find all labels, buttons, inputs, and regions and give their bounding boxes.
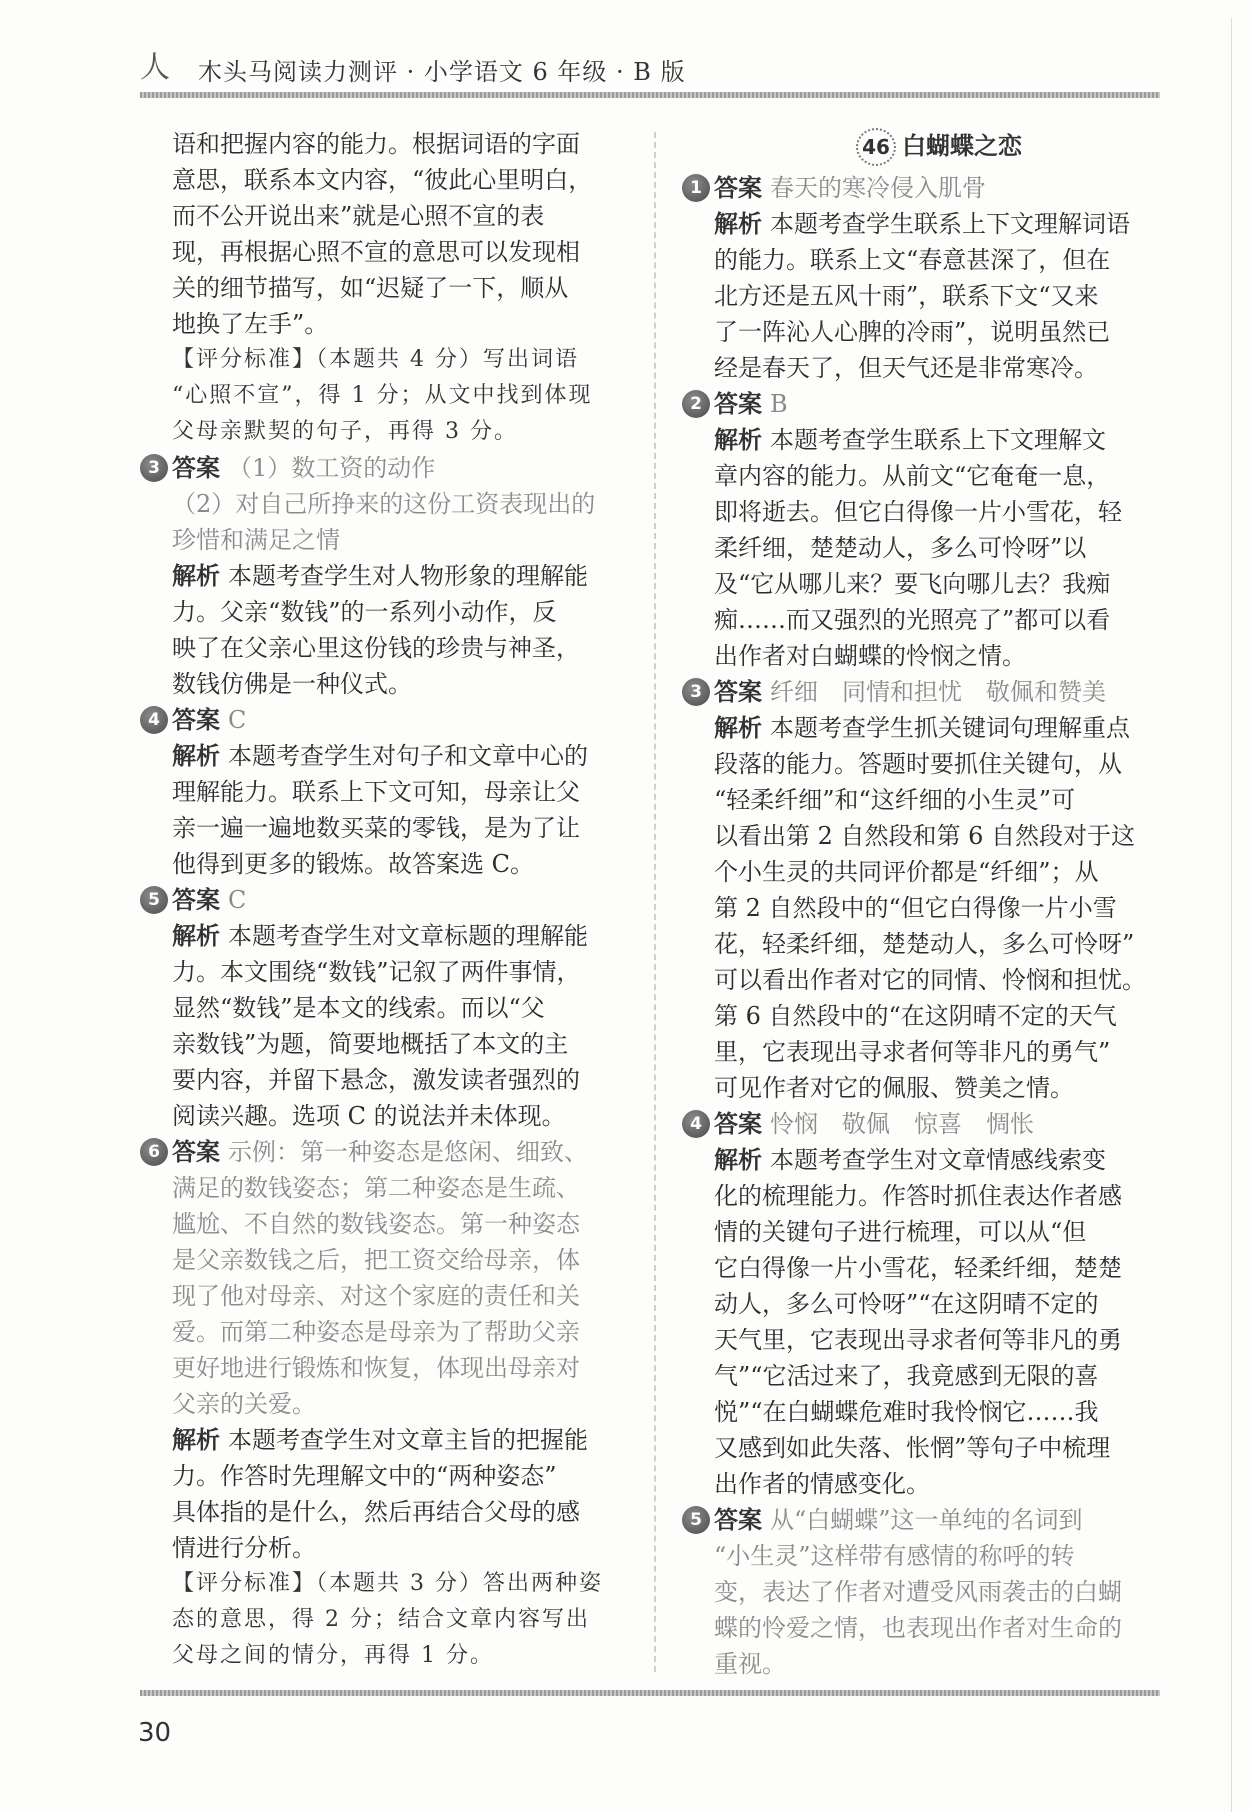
analysis-text: 痴……而又强烈的光照亮了”都可以看 xyxy=(714,606,1111,634)
article-title xyxy=(714,126,1164,170)
analysis-text: 本题考查学生对句子和文章中心的 xyxy=(228,742,588,770)
analysis-label: 解析 xyxy=(714,426,762,454)
answer-text: 变，表达了作者对遭受风雨袭击的白蝴 xyxy=(714,1578,1122,1606)
text-line: 地换了左手”。 xyxy=(172,310,329,338)
question-3 xyxy=(148,450,622,702)
analysis-text: 化的梳理能力。作答时抓住表达作者感 xyxy=(714,1182,1122,1210)
analysis-text: “轻柔纤细”和“这纤细的小生灵”可 xyxy=(714,786,1076,814)
text-line: 而不公开说出来”就是心照不宣的表 xyxy=(172,202,545,230)
text-line: 态的意思，得 2 分；结合文章内容写出 xyxy=(172,1607,590,1632)
analysis-text: 花，轻柔纤细，楚楚动人，多么可怜呀” xyxy=(714,930,1135,958)
analysis-text: 本题考查学生联系上下文理解文 xyxy=(770,426,1106,454)
text-line: 关的细节描写，如“迟疑了一下，顺从 xyxy=(172,274,569,302)
book-title: 木头马阅读力测评 · 小学语文 6 年级 · B 版 xyxy=(198,58,686,86)
question-5 xyxy=(148,882,622,1134)
question-number-badge: 3 xyxy=(682,678,710,706)
answer-text: 纤细 同情和担忧 敬佩和赞美 xyxy=(770,678,1106,706)
text-line: 【评分标准】（本题共 4 分）写出词语 xyxy=(172,347,579,372)
analysis-text: 及“它从哪儿来？要飞向哪儿去？我痴 xyxy=(714,570,1111,598)
answer-text: 怜悯 敬佩 惊喜 惆怅 xyxy=(770,1110,1034,1138)
scoring-standard xyxy=(172,1566,622,1674)
answer-label: 答案 xyxy=(714,678,762,706)
analysis-text: 它白得像一片小雪花，轻柔纤细，楚楚 xyxy=(714,1254,1122,1282)
question-3-right xyxy=(690,674,1164,1106)
article-number-badge: 46 xyxy=(856,128,896,166)
header-rule xyxy=(140,92,1160,98)
question-4-right xyxy=(690,1106,1164,1502)
question-number-badge: 1 xyxy=(682,174,710,202)
answer-label: 答案 xyxy=(714,1110,762,1138)
scoring-standard xyxy=(172,342,622,450)
answer-label: 答案 xyxy=(714,390,762,418)
analysis-text: 气”“它活过来了，我竟感到无限的喜 xyxy=(714,1362,1099,1390)
analysis-label: 解析 xyxy=(714,1146,762,1174)
question-number-badge: 5 xyxy=(140,886,168,914)
answer-label: 答案 xyxy=(172,706,220,734)
analysis-label: 解析 xyxy=(172,1426,220,1454)
answer-text: 是父亲数钱之后，把工资交给母亲，体 xyxy=(172,1246,580,1274)
question-number-badge: 5 xyxy=(682,1506,710,1534)
analysis-text: 了一阵沁人心脾的冷雨”，说明虽然已 xyxy=(714,318,1111,346)
analysis-text: 具体指的是什么，然后再结合父母的感 xyxy=(172,1498,580,1526)
answer-text: 满足的数钱姿态；第二种姿态是生疏、 xyxy=(172,1174,580,1202)
answer-label: 答案 xyxy=(172,886,220,914)
analysis-text: 第 2 自然段中的“但它白得像一片小雪 xyxy=(714,894,1117,922)
analysis-text: 的能力。联系上文“春意甚深了，但在 xyxy=(714,246,1111,274)
analysis-text: 力。父亲“数钱”的一系列小动作，反 xyxy=(172,598,557,626)
question-2 xyxy=(690,386,1164,674)
answer-text: “小生灵”这样带有感情的称呼的转 xyxy=(714,1542,1075,1570)
text-line: “心照不宣”，得 1 分；从文中找到体现 xyxy=(172,383,593,408)
analysis-text: 第 6 自然段中的“在这阴晴不定的天气 xyxy=(714,1002,1117,1030)
analysis-text: 阅读兴趣。选项 C 的说法并未体现。 xyxy=(172,1102,566,1130)
question-number-badge: 4 xyxy=(682,1110,710,1138)
publisher-logo-icon: 人 xyxy=(140,50,170,85)
analysis-text: 经是春天了，但天气还是非常寒冷。 xyxy=(714,354,1098,382)
answer-text: 从“白蝴蝶”这一单纯的名词到 xyxy=(770,1506,1083,1534)
analysis-text: 本题考查学生对文章情感线索变 xyxy=(770,1146,1106,1174)
answer-text: 父亲的关爱。 xyxy=(172,1390,316,1418)
question-5-right xyxy=(690,1502,1164,1682)
analysis-text: 他得到更多的锻炼。故答案选 C。 xyxy=(172,850,534,878)
analysis-text: 动人，多么可怜呀”“在这阴晴不定的 xyxy=(714,1290,1099,1318)
answer-text: 春天的寒冷侵入肌骨 xyxy=(770,174,986,202)
analysis-text: 情的关键句子进行梳理，可以从“但 xyxy=(714,1218,1087,1246)
question-number-badge: 4 xyxy=(140,706,168,734)
page-header xyxy=(140,42,1160,102)
page-number: 30 xyxy=(138,1718,172,1748)
analysis-text: 可见作者对它的佩服、赞美之情。 xyxy=(714,1074,1074,1102)
question-1 xyxy=(690,170,1164,386)
analysis-text: 力。本文围绕“数钱”记叙了两件事情， xyxy=(172,958,581,986)
answer-text: 爱。而第二种姿态是母亲为了帮助父亲 xyxy=(172,1318,580,1346)
question-number-badge: 2 xyxy=(682,390,710,418)
analysis-text: 出作者的情感变化。 xyxy=(714,1470,930,1498)
answer-text: 珍惜和满足之情 xyxy=(172,526,340,554)
analysis-text: 柔纤细，楚楚动人，多么可怜呀”以 xyxy=(714,534,1087,562)
analysis-text: 本题考查学生对人物形象的理解能 xyxy=(228,562,588,590)
analysis-text: 悦”“在白蝴蝶危难时我怜悯它……我 xyxy=(714,1398,1099,1426)
right-column xyxy=(690,126,1164,1682)
analysis-text: 本题考查学生抓关键词句理解重点 xyxy=(770,714,1130,742)
analysis-text: 天气里，它表现出寻求者何等非凡的勇 xyxy=(714,1326,1122,1354)
analysis-label: 解析 xyxy=(714,714,762,742)
analysis-label: 解析 xyxy=(172,562,220,590)
text-line: 语和把握内容的能力。根据词语的字面 xyxy=(172,130,580,158)
analysis-text: 要内容，并留下悬念，激发读者强烈的 xyxy=(172,1066,580,1094)
analysis-text: 映了在父亲心里这份钱的珍贵与神圣， xyxy=(172,634,580,662)
analysis-text: 情进行分析。 xyxy=(172,1534,316,1562)
text-line: 父母之间的情分，再得 1 分。 xyxy=(172,1643,494,1668)
answer-text: 蝶的怜爱之情，也表现出作者对生命的 xyxy=(714,1614,1122,1642)
answer-text: 现了他对母亲、对这个家庭的责任和关 xyxy=(172,1282,580,1310)
analysis-text: 力。作答时先理解文中的“两种姿态” xyxy=(172,1462,557,1490)
analysis-text: 段落的能力。答题时要抓住关键句，从 xyxy=(714,750,1122,778)
analysis-text: 亲数钱”为题，简要地概括了本文的主 xyxy=(172,1030,569,1058)
analysis-text: 章内容的能力。从前文“它奄奄一息， xyxy=(714,462,1111,490)
text-line: 现，再根据心照不宣的意思可以发现相 xyxy=(172,238,580,266)
analysis-text: 本题考查学生对文章主旨的把握能 xyxy=(228,1426,588,1454)
answer-label: 答案 xyxy=(172,454,220,482)
answer-text: 尴尬、不自然的数钱姿态。第一种姿态 xyxy=(172,1210,580,1238)
analysis-text: 以看出第 2 自然段和第 6 自然段对于这 xyxy=(714,822,1136,850)
column-divider xyxy=(654,132,656,1672)
text-line: 意思，联系本文内容，“彼此心里明白， xyxy=(172,166,593,194)
answer-text: （1）数工资的动作 xyxy=(228,454,436,482)
answer-text: 示例：第一种姿态是悠闲、细致、 xyxy=(228,1138,588,1166)
answer-text: 重视。 xyxy=(714,1650,786,1678)
analysis-text: 理解能力。联系上下文可知，母亲让父 xyxy=(172,778,580,806)
answer-label: 答案 xyxy=(172,1138,220,1166)
analysis-text: 即将逝去。但它白得像一片小雪花，轻 xyxy=(714,498,1122,526)
answer-text: （2）对自己所挣来的这份工资表现出的 xyxy=(172,490,596,518)
analysis-text: 北方还是五风十雨”，联系下文“又来 xyxy=(714,282,1099,310)
analysis-text: 本题考查学生对文章标题的理解能 xyxy=(228,922,588,950)
answer-text: C xyxy=(228,706,247,734)
analysis-text: 亲一遍一遍地数买菜的零钱，是为了让 xyxy=(172,814,580,842)
analysis-text: 显然“数钱”是本文的线索。而以“父 xyxy=(172,994,545,1022)
analysis-text: 出作者对白蝴蝶的怜悯之情。 xyxy=(714,642,1026,670)
answer-text: C xyxy=(228,886,247,914)
analysis-text: 可以看出作者对它的同情、怜悯和担忧。 xyxy=(714,966,1146,994)
answer-label: 答案 xyxy=(714,174,762,202)
analysis-text: 数钱仿佛是一种仪式。 xyxy=(172,670,412,698)
question-number-badge: 3 xyxy=(140,454,168,482)
footer-rule xyxy=(140,1690,1160,1696)
analysis-text: 个小生灵的共同评价都是“纤细”；从 xyxy=(714,858,1099,886)
text-line: 父母亲默契的句子，再得 3 分。 xyxy=(172,419,518,444)
question-number-badge: 6 xyxy=(140,1138,168,1166)
answer-text: B xyxy=(770,390,788,418)
question-6 xyxy=(148,1134,622,1674)
analysis-text: 里，它表现出寻求者何等非凡的勇气” xyxy=(714,1038,1111,1066)
analysis-text: 本题考查学生联系上下文理解词语 xyxy=(770,210,1130,238)
answer-text: 更好地进行锻炼和恢复，体现出母亲对 xyxy=(172,1354,580,1382)
analysis-text: 又感到如此失落、怅惘”等句子中梳理 xyxy=(714,1434,1111,1462)
analysis-label: 解析 xyxy=(172,922,220,950)
text-line: 【评分标准】（本题共 3 分）答出两种姿 xyxy=(172,1571,603,1596)
page-edge xyxy=(1231,18,1232,1812)
left-column xyxy=(148,126,622,1674)
question-4 xyxy=(148,702,622,882)
answer-label: 答案 xyxy=(714,1506,762,1534)
intro-paragraph xyxy=(172,126,622,342)
analysis-label: 解析 xyxy=(172,742,220,770)
analysis-label: 解析 xyxy=(714,210,762,238)
article-title-text: 白蝴蝶之恋 xyxy=(902,132,1022,160)
